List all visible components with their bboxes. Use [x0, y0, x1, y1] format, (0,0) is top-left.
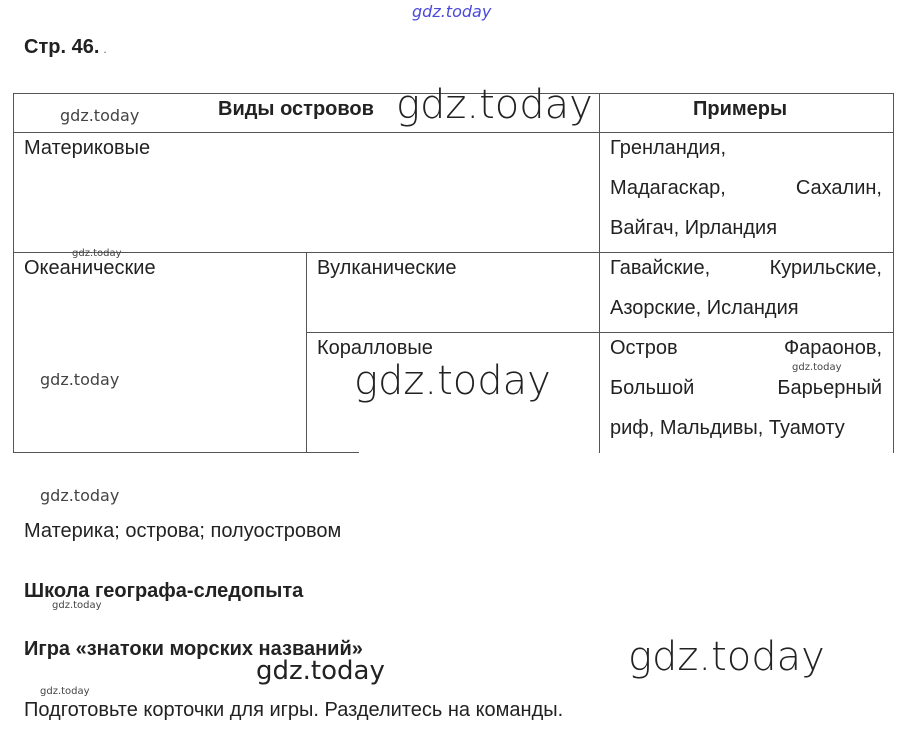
- header-examples: Примеры: [693, 98, 788, 120]
- game-title: Игра «знатоки морских названий»: [24, 638, 363, 660]
- watermark: gdz.today: [72, 248, 122, 259]
- cell-volcanic-subtype: Вулканические: [317, 257, 457, 279]
- table-column-divider: [599, 93, 600, 453]
- examples-line: Большой Барьерный: [610, 377, 882, 399]
- table-subcolumn-divider: [306, 252, 307, 453]
- watermark: gdz.today: [396, 82, 593, 128]
- watermark: gdz.today: [354, 358, 551, 404]
- examples-line: Остров Фараонов,: [610, 337, 882, 359]
- table-border-right: [893, 93, 894, 453]
- watermark: gdz.today: [52, 600, 102, 611]
- cell-continental-type: Материковые: [24, 137, 151, 159]
- watermark: gdz.today: [792, 362, 842, 373]
- watermark: gdz.today: [40, 686, 90, 697]
- cell-oceanic-type: Океанические: [24, 257, 156, 279]
- cell-coral-examples: [610, 328, 882, 448]
- cell-coral-subtype: Коралловые: [317, 337, 433, 359]
- examples-line: Гавайские, Курильские,: [610, 257, 882, 279]
- watermark: gdz.today: [628, 634, 825, 680]
- watermark: gdz.today: [40, 486, 120, 505]
- examples-line: Мадагаскар, Сахалин,: [610, 177, 882, 199]
- examples-line: Вайгач, Ирландия: [610, 217, 778, 239]
- watermark: gdz.today: [256, 656, 385, 686]
- answer-text: Материка; острова; полуостровом: [24, 520, 342, 542]
- examples-line: Гренландия,: [610, 137, 727, 159]
- watermark-top: gdz.today: [412, 2, 492, 21]
- examples-line: Азорские, Исландия: [610, 297, 799, 319]
- watermark: gdz.today: [60, 106, 140, 125]
- page-heading: [24, 36, 107, 59]
- watermark: gdz.today: [40, 370, 120, 389]
- table-border-left: [13, 93, 14, 453]
- page-number: Стр. 46.: [24, 36, 100, 58]
- examples-line: риф, Мальдивы, Туамоту: [610, 417, 845, 439]
- heading-mark: .: [103, 42, 107, 56]
- header-island-types: Виды островов: [218, 98, 374, 120]
- cell-continental-examples: [610, 128, 882, 248]
- cell-volcanic-examples: [610, 248, 882, 328]
- section-title: Школа географа-следопыта: [24, 580, 304, 602]
- instruction-text: Подготовьте корточки для игры. Разделитесь на команды.: [24, 699, 564, 721]
- table-border-bottom: [13, 452, 359, 453]
